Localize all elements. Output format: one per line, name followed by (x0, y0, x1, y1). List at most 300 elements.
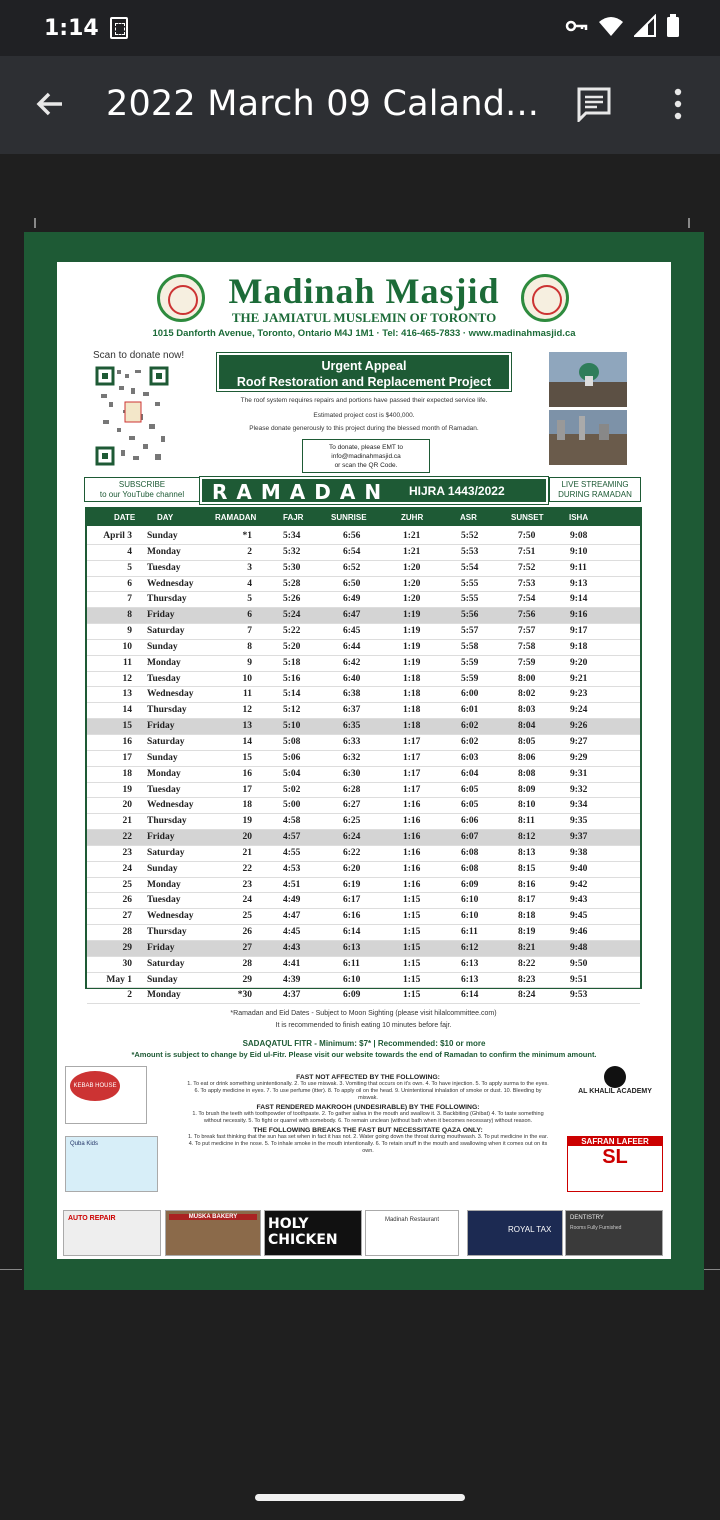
cell-day: Saturday (147, 736, 185, 747)
cell-day: Wednesday (147, 800, 194, 811)
cell-isha: 9:23 (570, 689, 588, 700)
ad-bakery (165, 1210, 261, 1256)
live-line: LIVE STREAMING (561, 480, 629, 489)
cell-asr: 6:10 (461, 895, 479, 906)
cell-sunrise: 6:27 (343, 800, 361, 811)
crop-mark (34, 218, 36, 228)
cell-sunrise: 6:47 (343, 610, 361, 621)
cell-day: Friday (147, 942, 175, 953)
ad-madinah-label: Madinah Restaurant (384, 1217, 440, 1223)
cell-date: 19 (122, 784, 132, 795)
table-row (87, 783, 640, 799)
cell-date: 5 (127, 562, 132, 573)
table-body (87, 529, 640, 1004)
cell-date: May 1 (106, 974, 132, 985)
cell-date: 4 (127, 546, 132, 557)
cell-ramadan: 9 (247, 657, 252, 668)
cell-zuhr: 1:17 (403, 768, 421, 779)
cell-date: 7 (127, 594, 132, 605)
cell-sunrise: 6:22 (343, 847, 361, 858)
cell-asr: 6:00 (461, 689, 479, 700)
cell-fajr: 5:00 (283, 800, 301, 811)
cell-day: Sunday (147, 531, 178, 541)
cell-ramadan: 27 (242, 942, 252, 953)
cell-day: Monday (147, 768, 181, 779)
cell-asr: 6:13 (461, 958, 479, 969)
cell-isha: 9:21 (570, 673, 588, 684)
cell-asr: 5:52 (461, 531, 479, 541)
emt-donation-box (302, 439, 430, 473)
cell-date: 27 (122, 911, 132, 922)
cell-sunrise: 6:42 (343, 657, 361, 668)
ad-madinah-restaurant (365, 1210, 459, 1256)
table-row (87, 973, 640, 989)
cell-ramadan: 11 (243, 689, 252, 700)
cell-isha: 9:13 (570, 578, 588, 589)
cell-sunset: 7:52 (518, 562, 536, 573)
cell-ramadan: 21 (242, 847, 252, 858)
appeal-text-2: Estimated project cost is $400,000. (313, 412, 415, 419)
ramadan-word: RAMADAN (212, 480, 391, 504)
hijra-year: HIJRA 1443/2022 (409, 484, 505, 498)
cell-zuhr: 1:16 (403, 847, 421, 858)
cell-isha: 9:35 (570, 816, 588, 827)
col-sunrise: SUNRISE (331, 513, 367, 522)
cell-sunrise: 6:11 (343, 958, 360, 969)
cell-sunset: 7:57 (518, 626, 536, 637)
cell-sunrise: 6:45 (343, 626, 361, 637)
fast-text: 1. To eat or drink something unintentionally. 2. To use miswak. 3. Vomiting that occurs on it's own. 4. To have injection. 5. To apply surma to the eyes. 6. To apply medicine in eyes. 7. To use perfume (itter). 8. To apply oil on the head. 9. Unintentional inhalation of smoke or dust. 10. Bleeding by miswak. (187, 1081, 549, 1101)
cell-ramadan: 8 (247, 641, 252, 652)
cell-asr: 6:04 (461, 768, 479, 779)
cell-sunrise: 6:25 (343, 816, 361, 827)
cell-isha: 9:34 (570, 800, 588, 811)
cell-zuhr: 1:17 (403, 784, 421, 795)
youtube-subscribe-box (84, 477, 200, 502)
cell-date: 2 (127, 990, 132, 1001)
cell-day: Friday (147, 610, 175, 621)
cell-isha: 9:24 (570, 705, 588, 716)
cell-sunrise: 6:24 (343, 832, 361, 843)
cell-fajr: 4:47 (283, 911, 301, 922)
cell-asr: 6:05 (461, 784, 479, 795)
cell-day: Thursday (147, 594, 187, 605)
cell-sunset: 8:19 (518, 927, 536, 938)
cell-day: Tuesday (147, 895, 181, 906)
cell-sunset: 8:03 (518, 705, 536, 716)
appeal-text-1: The roof system requires repairs and portions have passed their expected service life. (240, 397, 488, 404)
cell-date: 16 (122, 736, 132, 747)
table-row (87, 751, 640, 767)
cell-ramadan: 24 (242, 895, 252, 906)
youtube-line: SUBSCRIBE (118, 480, 166, 489)
table-row (87, 909, 640, 925)
cell-zuhr: 1:21 (403, 531, 421, 541)
cell-sunset: 8:02 (518, 689, 536, 700)
cell-sunrise: 6:56 (343, 531, 361, 541)
cell-ramadan: 26 (242, 927, 252, 938)
cell-zuhr: 1:16 (403, 879, 421, 890)
cell-sunrise: 6:40 (343, 673, 361, 684)
cell-date: 24 (122, 863, 132, 874)
cell-fajr: 5:18 (283, 657, 301, 668)
sim-card-icon (110, 17, 128, 39)
appeal-text-3: Please donate generously to this project during the blessed month of Ramadan. (249, 425, 479, 432)
cell-sunrise: 6:14 (343, 927, 361, 938)
cell-date: 30 (122, 958, 132, 969)
cell-sunset: 8:23 (518, 974, 536, 985)
ad-kebab (65, 1066, 147, 1124)
cell-isha: 9:32 (570, 784, 588, 795)
cell-day: Saturday (147, 847, 185, 858)
cell-sunrise: 6:10 (343, 974, 361, 985)
appeal-subtitle: Roof Restoration and Replacement Project (236, 375, 492, 389)
cell-asr: 5:54 (461, 562, 479, 573)
cell-fajr: 4:55 (283, 847, 301, 858)
ad-dentistry-label: DENTISTRY (570, 1215, 604, 1221)
cell-day: Thursday (147, 705, 187, 716)
ad-holy-chicken (264, 1210, 362, 1256)
cell-asr: 6:09 (461, 879, 479, 890)
cell-asr: 6:01 (461, 705, 479, 716)
cell-fajr: 5:04 (283, 768, 301, 779)
cell-zuhr: 1:19 (403, 626, 421, 637)
table-row (87, 735, 640, 751)
ad-royal-label: ROYAL TAX (508, 1225, 552, 1234)
cell-sunrise: 6:09 (343, 990, 361, 1001)
battery-icon (666, 14, 680, 38)
cell-ramadan: 18 (242, 800, 252, 811)
crop-mark (688, 218, 690, 228)
cell-isha: 9:40 (570, 863, 588, 874)
cell-isha: 9:31 (570, 768, 588, 779)
cell-asr: 5:59 (461, 657, 479, 668)
cell-day: Saturday (147, 626, 185, 637)
cell-day: Tuesday (147, 562, 181, 573)
ad-alkhalil (567, 1066, 663, 1112)
table-note-2: It is recommended to finish eating 10 minutes before fajr. (275, 1022, 452, 1029)
masjid-subtitle: THE JAMIATUL MUSLEMIN OF TORONTO (231, 310, 497, 325)
cell-asr: 6:12 (461, 942, 479, 953)
cell-asr: 6:05 (461, 800, 479, 811)
cell-sunrise: 6:13 (343, 942, 361, 953)
cell-sunset: 8:18 (518, 911, 536, 922)
cell-day: Sunday (147, 974, 178, 985)
status-bar (0, 0, 720, 56)
cell-fajr: 4:49 (283, 895, 301, 906)
ad-bakery-label: MUSKA BAKERY (169, 1214, 257, 1220)
vpn-key-icon (564, 14, 588, 38)
cell-asr: 6:14 (461, 990, 479, 1001)
cell-fajr: 4:37 (283, 990, 301, 1001)
cell-zuhr: 1:17 (403, 752, 421, 763)
cell-date: 13 (122, 689, 132, 700)
cell-isha: 9:53 (570, 990, 588, 1001)
youtube-line: to our YouTube channel (99, 490, 185, 499)
fast-heading: FAST RENDERED MAKROOH (UNDESIRABLE) BY THE FOLLOWING: (256, 1104, 480, 1111)
table-row (87, 577, 640, 593)
cell-zuhr: 1:18 (403, 721, 421, 732)
cell-day: Wednesday (147, 578, 194, 589)
document-viewer[interactable] (0, 154, 720, 1520)
cell-isha: 9:14 (570, 594, 588, 605)
cell-date: 26 (122, 895, 132, 906)
cell-zuhr: 1:20 (403, 578, 421, 589)
cell-asr: 5:59 (461, 673, 479, 684)
cell-isha: 9:10 (570, 546, 588, 557)
cell-zuhr: 1:16 (403, 816, 421, 827)
cell-day: Sunday (147, 752, 178, 763)
cell-date: 18 (122, 768, 132, 779)
cell-date: 20 (122, 800, 132, 811)
urgent-appeal-banner (217, 353, 511, 391)
table-row (87, 592, 640, 608)
cell-ramadan: 16 (242, 768, 252, 779)
cell-isha: 9:42 (570, 879, 588, 890)
cell-zuhr: 1:19 (403, 610, 421, 621)
cell-asr: 5:55 (461, 594, 479, 605)
cell-fajr: 4:43 (283, 942, 301, 953)
cell-sunset: 8:13 (518, 847, 536, 858)
appeal-title: Urgent Appeal (321, 359, 407, 373)
cell-fajr: 4:51 (283, 879, 301, 890)
cell-isha: 9:50 (570, 958, 588, 969)
cell-isha: 9:29 (570, 752, 588, 763)
table-row (87, 529, 640, 545)
cell-sunrise: 6:37 (343, 705, 361, 716)
comment-icon[interactable] (576, 86, 612, 122)
cell-fajr: 5:02 (283, 784, 301, 795)
ad-alkhalil-label: AL KHALIL ACADEMY (578, 1088, 652, 1095)
cell-ramadan: 3 (247, 562, 252, 573)
col-sunset: SUNSET (511, 513, 544, 522)
cell-sunset: 8:21 (518, 942, 536, 953)
cell-zuhr: 1:21 (403, 546, 421, 557)
table-header (87, 509, 640, 526)
cell-asr: 5:57 (461, 626, 479, 637)
cell-zuhr: 1:15 (403, 911, 421, 922)
table-row (87, 814, 640, 830)
cell-asr: 6:11 (461, 927, 478, 938)
table-note-1: *Ramadan and Eid Dates - Subject to Moon Sighting (please visit hilalcommittee.com) (230, 1010, 497, 1017)
cell-asr: 6:10 (461, 911, 479, 922)
cell-sunrise: 6:50 (343, 578, 361, 589)
masjid-name: Madinah Masjid (228, 271, 500, 311)
cell-isha: 9:18 (570, 641, 588, 652)
table-row (87, 988, 640, 1004)
back-arrow-icon[interactable] (32, 86, 68, 122)
cell-isha: 9:17 (570, 626, 588, 637)
cell-fajr: 4:57 (283, 832, 301, 843)
ad-rooms-label: Rooms Fully Furnished (570, 1225, 622, 1231)
cell-sunset: 8:00 (518, 673, 536, 684)
cell-sunset: 8:16 (518, 879, 536, 890)
cell-fajr: 5:08 (283, 736, 301, 747)
table-row (87, 862, 640, 878)
cell-sunset: 8:09 (518, 784, 536, 795)
cell-isha: 9:45 (570, 911, 588, 922)
crop-mark (0, 1269, 22, 1270)
cell-sunrise: 6:33 (343, 736, 361, 747)
cell-sunrise: 6:20 (343, 863, 361, 874)
cell-zuhr: 1:15 (403, 942, 421, 953)
table-row (87, 545, 640, 561)
cell-asr: 6:13 (461, 974, 479, 985)
fasting-rules (187, 1072, 549, 1180)
cell-zuhr: 1:18 (403, 689, 421, 700)
cell-ramadan: 23 (242, 879, 252, 890)
col-isha: ISHA (569, 513, 589, 522)
document-title: 2022 March 09 Caland... (106, 84, 540, 124)
cell-sunset: 8:17 (518, 895, 536, 906)
cell-zuhr: 1:19 (403, 641, 421, 652)
cell-isha: 9:11 (570, 562, 587, 573)
roof-photo (549, 410, 627, 465)
masjid-address: 1015 Danforth Avenue, Toronto, Ontario M4J 1M1 · Tel: 416-465-7833 · www.madinahmasjid.ca (152, 328, 576, 339)
cell-ramadan: 25 (242, 911, 252, 922)
cell-isha: 9:51 (570, 974, 588, 985)
cell-ramadan: 7 (247, 626, 252, 637)
calendar-header (57, 270, 671, 346)
ramadan-banner (200, 477, 548, 504)
cell-ramadan: 13 (242, 721, 252, 732)
signal-icon (634, 14, 656, 38)
cell-sunrise: 6:49 (343, 594, 361, 605)
cell-ramadan: 10 (242, 673, 252, 684)
col-asr: ASR (460, 513, 477, 522)
cell-sunrise: 6:38 (343, 689, 361, 700)
emt-email: info@madinahmasjid.ca (331, 453, 401, 460)
cell-fajr: 5:22 (283, 626, 301, 637)
emt-line: To donate, please EMT to (329, 444, 403, 451)
table-row (87, 878, 640, 894)
table-row (87, 925, 640, 941)
cell-sunset: 7:54 (518, 594, 536, 605)
table-row (87, 798, 640, 814)
table-row (87, 703, 640, 719)
cell-sunset: 7:51 (518, 546, 536, 557)
table-row (87, 561, 640, 577)
cell-isha: 9:26 (570, 721, 588, 732)
cell-date: 12 (122, 673, 132, 684)
cell-sunset: 8:04 (518, 721, 536, 732)
cell-ramadan: 22 (242, 863, 252, 874)
cell-ramadan: 4 (247, 578, 252, 589)
cell-zuhr: 1:15 (403, 990, 421, 1001)
cell-sunset: 8:24 (518, 990, 536, 1001)
table-row (87, 672, 640, 688)
wifi-icon (598, 14, 624, 38)
cell-asr: 6:07 (461, 832, 479, 843)
cell-sunset: 8:22 (518, 958, 536, 969)
cell-fajr: 4:39 (283, 974, 301, 985)
cell-sunrise: 6:17 (343, 895, 361, 906)
cell-asr: 6:02 (461, 721, 479, 732)
ad-quba-label: Quba Kids (70, 1141, 99, 1147)
cell-zuhr: 1:19 (403, 657, 421, 668)
cell-sunrise: 6:54 (343, 546, 361, 557)
table-row (87, 719, 640, 735)
cell-ramadan: 6 (247, 610, 252, 621)
cell-ramadan: 12 (242, 705, 252, 716)
cell-day: Tuesday (147, 784, 181, 795)
cell-sunset: 7:56 (518, 610, 536, 621)
fast-heading: THE FOLLOWING BREAKS THE FAST BUT NECESSITATE QAZA ONLY: (253, 1127, 483, 1134)
cell-zuhr: 1:17 (403, 736, 421, 747)
cell-sunrise: 6:19 (343, 879, 361, 890)
cell-asr: 6:03 (461, 752, 479, 763)
cell-sunset: 8:08 (518, 768, 536, 779)
table-row (87, 687, 640, 703)
col-zuhr: ZUHR (401, 513, 424, 522)
cell-date: 21 (122, 816, 132, 827)
cell-fajr: 5:14 (283, 689, 301, 700)
cell-day: Monday (147, 657, 181, 668)
cell-day: Wednesday (147, 689, 194, 700)
cell-asr: 5:53 (461, 546, 479, 557)
cell-zuhr: 1:15 (403, 958, 421, 969)
cell-fajr: 5:20 (283, 641, 301, 652)
cell-ramadan: 5 (247, 594, 252, 605)
donation-qr-code (95, 366, 169, 466)
cell-fajr: 5:24 (283, 610, 301, 621)
cell-date: 10 (122, 641, 132, 652)
cell-ramadan: *1 (242, 531, 252, 541)
table-row (87, 767, 640, 783)
cell-date: 8 (127, 610, 132, 621)
table-row (87, 941, 640, 957)
cell-ramadan: 2 (247, 546, 252, 557)
cell-date: 28 (122, 927, 132, 938)
cell-fajr: 4:41 (283, 958, 301, 969)
cell-sunset: 7:53 (518, 578, 536, 589)
cell-day: Tuesday (147, 673, 181, 684)
cell-asr: 5:58 (461, 641, 479, 652)
cell-date: 15 (122, 721, 132, 732)
cell-asr: 5:55 (461, 578, 479, 589)
cell-day: Saturday (147, 958, 185, 969)
cell-fajr: 5:12 (283, 705, 301, 716)
cell-sunset: 8:12 (518, 832, 536, 843)
cell-date: 23 (122, 847, 132, 858)
live-line: DURING RAMADAN (558, 490, 632, 499)
table-row (87, 957, 640, 973)
cell-zuhr: 1:20 (403, 562, 421, 573)
status-icons (564, 14, 680, 38)
emt-line: or scan the QR Code. (334, 462, 398, 469)
cell-sunset: 8:15 (518, 863, 536, 874)
cell-day: Monday (147, 546, 181, 557)
cell-fajr: 4:53 (283, 863, 301, 874)
more-options-icon[interactable] (664, 86, 692, 122)
cell-ramadan: 20 (242, 832, 252, 843)
cell-isha: 9:46 (570, 927, 588, 938)
cell-asr: 6:08 (461, 847, 479, 858)
cell-zuhr: 1:16 (403, 863, 421, 874)
cell-isha: 9:38 (570, 847, 588, 858)
gesture-nav-bar[interactable] (255, 1494, 465, 1501)
ad-quba (65, 1136, 158, 1192)
table-row (87, 608, 640, 624)
cell-zuhr: 1:15 (403, 974, 421, 985)
ad-auto-label: AUTO REPAIR (68, 1215, 116, 1222)
cell-sunrise: 6:32 (343, 752, 361, 763)
cell-day: Monday (147, 879, 181, 890)
cell-day: Sunday (147, 641, 178, 652)
cell-day: Friday (147, 832, 175, 843)
col-day: DAY (157, 513, 174, 522)
cell-date: 22 (122, 832, 132, 843)
